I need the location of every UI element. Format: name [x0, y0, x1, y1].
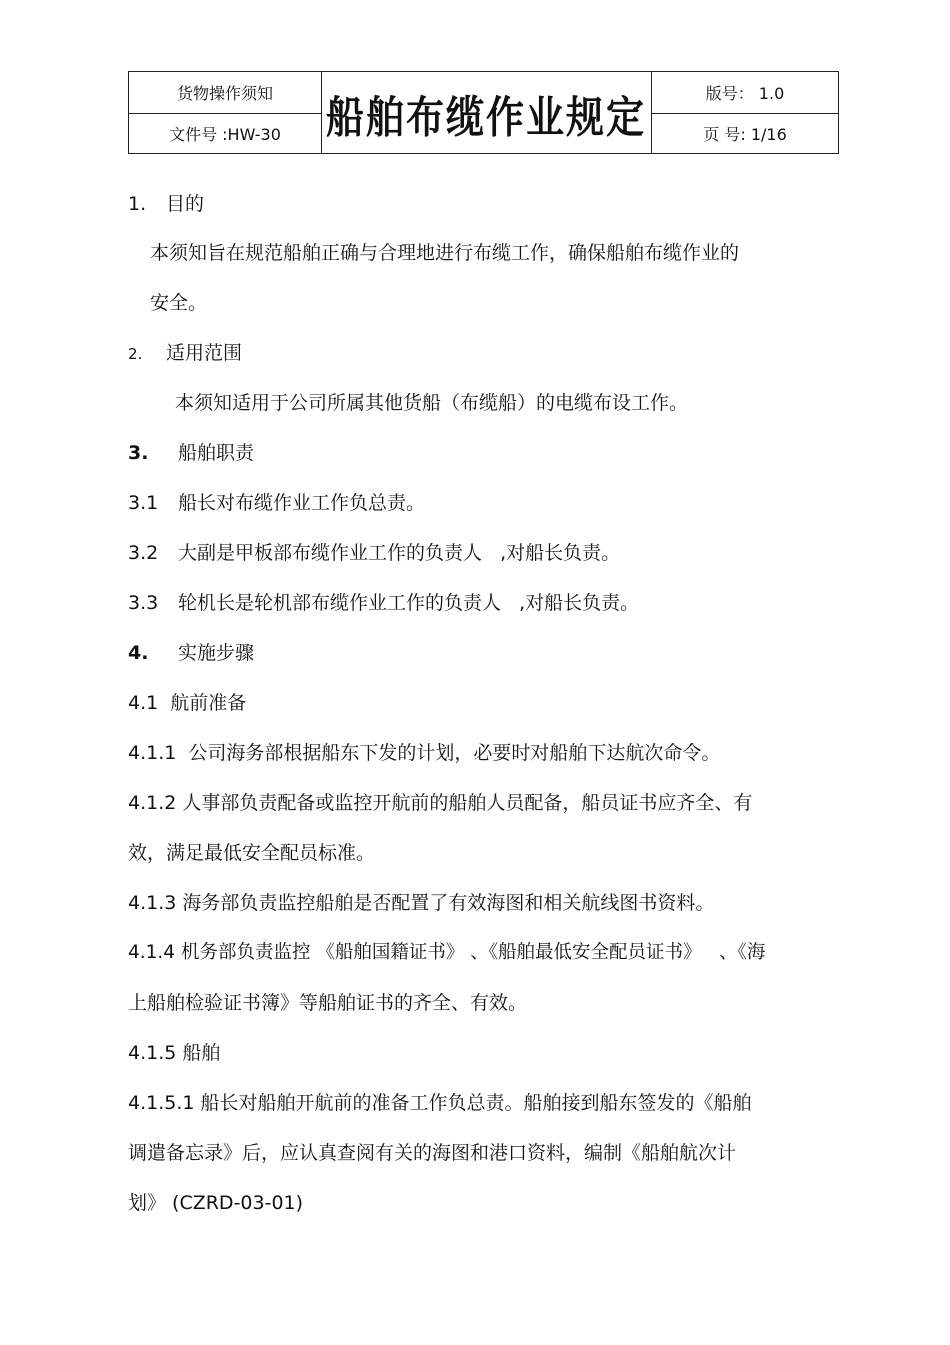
list-item [128, 591, 639, 615]
item-text: 大副是甲板部布缆作业工作的负责人 ,对船长负责。 [178, 542, 621, 564]
paragraph: 4.1.3 海务部负责监控船舶是否配置了有效海图和相关航线图书资料。 [128, 892, 715, 914]
item-number: 3.1 [128, 492, 159, 514]
item-number: 3.2 [128, 542, 159, 564]
paragraph: 调遣备忘录》后，应认真查阅有关的海图和港口资料，编制《船舶航次计 [128, 1142, 737, 1164]
paragraph: 本须知旨在规范船舶正确与合理地进行布缆工作，确保船舶布缆作业的 [150, 242, 740, 264]
subsection-heading: 4.1 航前准备 [128, 692, 247, 714]
item-text: 轮机长是轮机部布缆作业工作的负责人 ,对船长负责。 [178, 592, 640, 614]
section-number: 4. [128, 642, 149, 664]
section-number: 3. [128, 442, 149, 464]
paragraph: 效，满足最低安全配员标准。 [128, 842, 376, 864]
doc-number: 文件号 :HW-30 [169, 125, 281, 144]
section-heading [128, 192, 204, 216]
paragraph: 4.1.4 机务部负责监控 《船舶国籍证书》 、《船舶最低安全配员证书》 、《海 [128, 942, 766, 963]
section-title: 目的 [166, 193, 205, 215]
section-title: 船舶职责 [178, 442, 255, 464]
paragraph: 安全。 [150, 292, 208, 314]
paragraph: 4.1.5.1 船长对船舶开航前的准备工作负总责。船舶接到船东签发的《船舶 [128, 1092, 752, 1114]
list-item [128, 541, 620, 565]
subsection-heading: 4.1.5 船舶 [128, 1042, 221, 1064]
section-heading [128, 341, 242, 366]
paragraph: 4.1.2 人事部负责配备或监控开航前的船舶人员配备，船员证书应齐全、有 [128, 792, 753, 814]
header-table [128, 71, 839, 154]
list-item [128, 491, 425, 515]
page-number: 页 号: 1/16 [703, 125, 787, 144]
paragraph: 本须知适用于公司所属其他货船（布缆船）的电缆布设工作。 [175, 392, 689, 414]
item-text: 船长对布缆作业工作负总责。 [178, 492, 426, 514]
section-title: 实施步骤 [178, 642, 255, 664]
paragraph: 4.1.1 公司海务部根据船东下发的计划，必要时对船舶下达航次命令。 [128, 742, 721, 764]
section-title: 适用范围 [166, 342, 243, 364]
section-heading [128, 641, 254, 665]
section-heading [128, 441, 254, 465]
item-number: 3.3 [128, 592, 159, 614]
doc-title: 船舶布缆作业规定 [325, 90, 646, 143]
version: 版号： 1.0 [705, 84, 785, 103]
doc-title-cell [321, 72, 651, 154]
paragraph: 上船舶检验证书簿》等船舶证书的齐全、有效。 [128, 992, 528, 1014]
doc-category: 货物操作须知 [176, 84, 273, 103]
paragraph: 划》 (CZRD-03-01) [128, 1192, 304, 1214]
section-number: 2. [128, 345, 143, 363]
section-number: 1. [128, 193, 147, 215]
